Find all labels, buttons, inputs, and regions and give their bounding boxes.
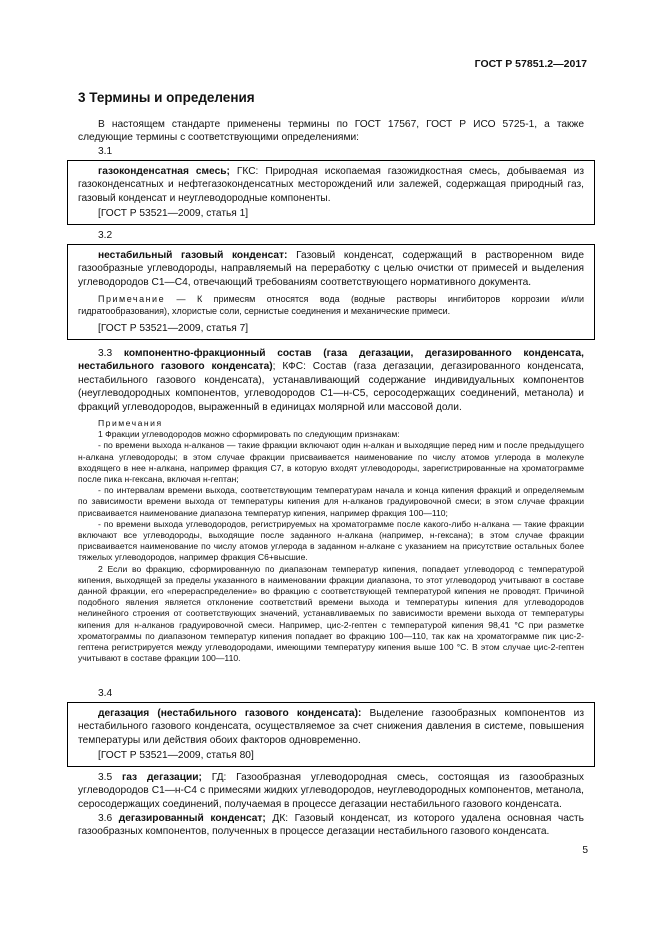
note-item: 2 Если во фракцию, сформированную по диапазонам температур кипения, попадает углеводород с температурой кипения, выходящей за пределы указанного в наименовании фракции диапазона, то этот углеводород учитывают в составе данной фракции, его «перераспределение» во фракцию с соответствующей температурой кипения не проводят. Причиной подобного явления является отклонение соответствий времени выхода и температуры кипения для углеводородов нелинейного строения от соответствующих значений, устанавливаемых по зависимости времени выхода от температуры кипения для н-алканов градуировочной смеси. Например, цис-2-гептен с температурой кипения 98,41 °С при разметке хроматограммы по диапазоном температур кипения попадает во фракцию 100—110, так как на хроматограмме пик цис-2-гептена регистрируется между углеводородами, имеющими температуру кипения выше 100 °С. В этом случае цис-2-гептен учитывают в составе фракции 100—110. (78, 563, 584, 664)
term-definition: ГД: Газообразная углеводородная смесь, состоящая из газообразных углеводородов C1—н-C4 с примесями жидких углеводородов, неуглеводородных компонентов, метанола, серосодержащих соединений, получаемая в процессе дегазации нестабильного газового конденсата. (78, 772, 584, 810)
term-definition: ; КФС: Состав (газа дегазации, дегазированного конденсата, нестабильного газового конденсата), устанавливающий содержание индивидуальных компонентов (неуглеводородных компонентов, углеводородов C1—н-C5, серосодержащих соединений, метанола) и фракций углеводородов, выраженный в единицах молярной или массовой доли. (78, 361, 584, 413)
term-definition: ГКС: Природная ископаемая газожидкостная смесь, добываемая из газоконденсатных и нефтегазоконденсатных месторождений или залежей, содержащая природный газ, газовый конденсат и неуглеводородные компоненты. (78, 166, 584, 204)
note-bullet: - по интервалам времени выхода, соответствующим температурам начала и конца кипения фракций и определяемым по зависимости времени выхода от температуры кипения для н-алканов градуировочной смеси; в этом случае фракции присваивается наименование диапазона температур кипения, например фракция 100—110; (78, 485, 584, 518)
term-name: нестабильный газовый конденсат: (98, 250, 288, 261)
note-item: 1 Фракции углеводородов можно сформировать по следующим признакам: (98, 429, 400, 440)
page-number: 5 (582, 845, 588, 856)
term-number: 3.4 (98, 688, 113, 699)
term-3-6 (78, 812, 584, 839)
term-number: 3.6 (98, 813, 113, 824)
section-intro: В настоящем стандарте применены термины по ГОСТ 17567, ГОСТ Р ИСО 5725-1, а также следующие термины с соответствующими определениями: (78, 119, 584, 144)
term-3-5 (78, 771, 584, 811)
term-source: [ГОСТ Р 53521—2009, статья 7] (98, 323, 249, 335)
term-box (67, 244, 595, 340)
term-number: 3.2 (98, 230, 113, 241)
term-number: 3.1 (98, 146, 113, 157)
document-code: ГОСТ Р 57851.2—2017 (474, 58, 587, 70)
term-name: газоконденсатная смесь; (98, 166, 230, 177)
term-name: дегазированный конденсат; (118, 813, 266, 824)
section-title: 3 Термины и определения (78, 90, 255, 105)
notes-label: Примечания (98, 418, 163, 428)
term-source: [ГОСТ Р 53521—2009, статья 1] (98, 208, 249, 220)
note-bullet: - по времени выхода углеводородов, регистрируемых на хроматограмме после какого-либо н-алкана — такие фракции включают все углеводороды, выходящие после заданного н-алкана (например, н-гексана); в этом случае фракции присваивается наименование по числу атомов углерода в заданном н-алкане с указанием на присутствие остальных более тяжелых углеводородов, например фракция C6+высшие. (78, 518, 584, 563)
term-definition: ДК: Газовый конденсат, из которого удалена основная часть газообразных компонентов, полученных в процессе дегазации нестабильного газового конденсата. (78, 813, 584, 838)
term-definition: Газовый конденсат, содержащий в растворенном виде газообразные углеводороды, направляемый на переработку с целью очистки от примесей и выделения углеводородов C1—C4, отвечающий требованиям соответствующего нормативного документа. (78, 250, 584, 288)
note-label: Примечание (98, 294, 166, 305)
term-name: газ дегазации; (122, 772, 202, 783)
term-name: компонентно-фракционный состав (газа дегазации, дегазированного конденсата, нестабильного газового конденсата) (78, 348, 584, 373)
term-source: [ГОСТ Р 53521—2009, статья 80] (98, 750, 254, 762)
term-box (67, 160, 595, 225)
term-number: 3.3 (98, 348, 113, 359)
term-box (67, 702, 595, 767)
note-bullet: - по времени выхода н-алканов — такие фракции включают один н-алкан и выходящие перед ним и после предыдущего н-алкана углеводороды; в этом случае фракции присваивается наименование по числу атомов углерода в молекуле входящего в нее н-алкана, например фракция C7, в которую входят углеводороды, зарегистрированные на хроматограмме после пика н-гексана, включая н-гептан; (78, 440, 584, 485)
term-3-3-notes (78, 418, 584, 664)
term-definition: Выделение газообразных компонентов из нестабильного газового конденсата, осуществляемое за счет снижения давления в системе, повышения температуры или действия обоих факторов одновременно. (78, 708, 585, 746)
term-name: дегазация (нестабильного газового конденсата): (98, 708, 362, 719)
term-number: 3.5 (98, 772, 113, 783)
term-3-3 (78, 347, 584, 414)
note-text: — К примесям относятся вода (водные растворы ингибиторов коррозии и/или гидратообразования), хлористые соли, сернистые соединения и механические примеси. (78, 294, 584, 316)
